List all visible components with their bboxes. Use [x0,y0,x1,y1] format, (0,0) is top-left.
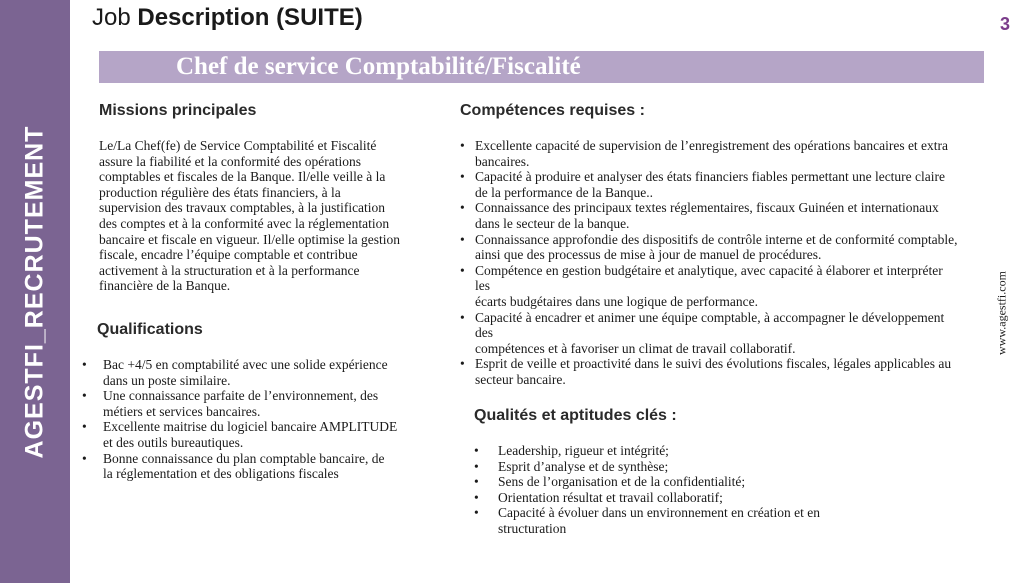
missions-heading: Missions principales [99,102,257,119]
page-title [92,4,363,32]
text-line: • Esprit de veille et proactivité dans le suivi des évolutions fiscales, légales applicables au [475,356,952,372]
text-line: Le/La Chef(fe) de Service Comptabilité et Fiscalité [99,138,377,153]
list-item [77,388,437,419]
text-line: de la performance de la Banque.. [475,184,654,200]
competences-list [460,138,995,388]
text-line: la réglementation et des obligations fiscales [103,466,339,482]
qualifications-list [77,357,437,482]
list-item [474,459,874,475]
text-line: compétences et à favoriser un climat de travail collaboratif. [475,340,796,356]
text-line: métiers et services bancaires. [103,403,261,419]
text-line: • Une connaissance parfaite de l’environnement, des [103,388,379,404]
text-line: ainsi que des processus de mise à jour de manuel de procédures. [475,247,822,263]
list-item [474,490,874,506]
text-line: • Capacité à produire et analyser des états financiers fiables permettant une lecture claire [475,169,946,185]
sidebar-band [0,0,70,583]
text-line: • Orientation résultat et travail collaboratif; [498,489,723,505]
text-line: • Capacité à encadrer et animer une équipe comptable, à accompagner le développement [475,309,945,325]
text-line: production régulière des états financiers, à la [99,184,341,200]
text-line: et des outils bureautiques. [103,434,244,450]
text-line: des comptes et à la conformité avec la réglementation [99,215,390,231]
list-item [77,357,437,388]
text-line: assure la fiabilité et la conformité des opérations [99,153,362,169]
list-item [77,451,437,482]
list-item [460,200,995,231]
list-item [77,419,437,450]
text-line: • Connaissance des principaux textes réglementaires, fiscaux Guinéen et internationaux [475,200,939,216]
text-line: bancaire et fiscale en vigueur. Il/elle optimise la gestion [99,231,401,247]
list-item [474,505,874,536]
list-item [460,232,995,263]
text-line: structuration [498,520,567,536]
text-line: dans le secteur de la banque. [475,215,630,231]
text-line: supervision des travaux comptables, à la justification [99,200,386,216]
list-item [474,443,874,459]
text-line: • Connaissance approfondie des dispositifs de contrôle interne et de conformité comptable, [475,231,958,247]
text-line: • Capacité à évoluer dans un environnement en création et en [498,505,820,521]
text-line: fiscale, encadre l’équipe comptable et contribue [99,247,358,263]
text-line: • Sens de l’organisation et de la confidentialité; [498,474,746,490]
text-line: dans un poste similaire. [103,372,231,388]
text-line: • Bac +4/5 en comptabilité avec une solide expérience [103,357,388,372]
text-line: • Esprit d’analyse et de synthèse; [498,458,669,474]
qualites-heading: Qualités et aptitudes clés : [474,407,677,424]
text-line: activement à la structuration et à la performance [99,262,360,278]
missions-paragraph [99,138,400,294]
text-line: des [475,325,493,341]
text-line: les [475,278,490,294]
text-line: bancaires. [475,153,530,169]
page-number: 3 [999,14,1010,34]
list-item [460,169,995,200]
list-item [460,138,995,169]
website-url: www.agestfi.com [994,271,1009,355]
competences-heading: Compétences requises : [460,102,645,119]
list-item [460,356,995,387]
qualites-list [474,443,874,537]
text-line: • Excellente maitrise du logiciel bancaire AMPLITUDE [103,419,398,435]
page-title-bold: Description (SUITE) [137,4,363,31]
text-line: • Excellente capacité de supervision de l’enregistrement des opérations bancaires et extra [475,138,949,153]
list-item [460,263,995,310]
text-line: financière de la Banque. [99,278,231,294]
job-title-banner [99,51,984,83]
sidebar-label: AGESTFI_RECRUTEMENT [20,125,49,459]
text-line: secteur bancaire. [475,371,566,387]
text-line: • Compétence en gestion budgétaire et analytique, avec capacité à élaborer et interpréter [475,262,943,278]
text-line: • Leadership, rigueur et intégrité; [498,443,669,458]
text-line: • Bonne connaissance du plan comptable bancaire, de [103,450,385,466]
list-item [460,310,995,357]
list-item [474,474,874,490]
job-title: Chef de service Comptabilité/Fiscalité [176,53,581,80]
text-line: comptables et fiscales de la Banque. Il/elle veille à la [99,169,386,185]
page-title-light: Job [92,4,138,31]
qualifications-heading: Qualifications [97,321,203,338]
text-line: écarts budgétaires dans une logique de performance. [475,293,759,309]
